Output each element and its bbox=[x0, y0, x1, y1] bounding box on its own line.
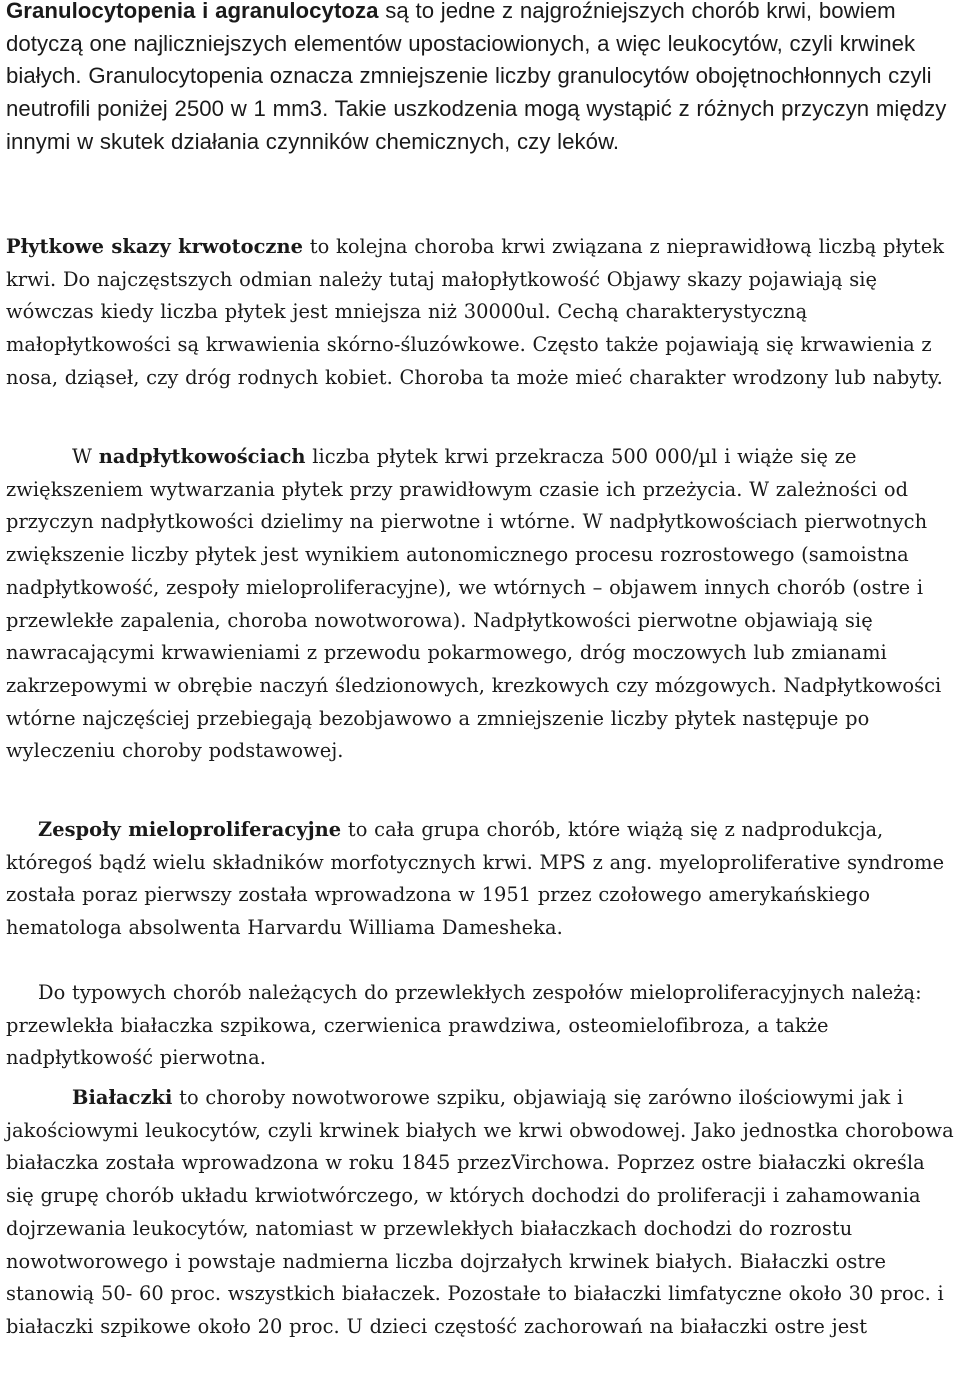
paragraph-leukemia-text: to choroby nowotworowe szpiku, objawiają się zarówno ilościowymi jak i jakościowymi leukocytów, czyli krwinek białych we krwi obwodowej. Jako jednostka chorobowa białaczka została wprowadzona w roku 1845 przezVirchowa. Poprzez ostre białaczki określa się grupę chorób układu krwiotwórczego, w których dochodzi do proliferacji i zahamowania dojrzewania leukocytów, natomiast w przewlekłych białaczkach dochodzi do rozrostu nowotworowego i powstaje nadmierna liczba dojrzałych krwinek białych. Białaczki ostre stanowią 50- 60 proc. wszystkich białaczek. Pozostałe to białaczki limfatyczne około 30 proc. i białaczki szpikowe około 20 proc. U dzieci częstość zachorowań na białaczki ostre jest bbox=[6, 1086, 954, 1338]
term-granulocytopenia: Granulocytopenia i agranulocytoza bbox=[6, 0, 379, 23]
paragraph-granulocytopenia-text: są to jedne z najgroźniejszych chorób krwi, bowiem dotyczą one najliczniejszych elementów upostaciowionych, a więc leukocytów, czyli krwinek białych. Granulocytopenia oznacza zmniejszenie liczby granulocytów obojętnochłonnych czyli neutrofili poniżej 2500 w 1 mm3. Takie uszkodzenia mogą wystąpić z różnych przyczyn między innymi w skutek działania czynników chemicznych, czy leków. bbox=[6, 0, 947, 154]
term-platelet-disorders: Płytkowe skazy krwotoczne bbox=[6, 235, 304, 258]
paragraph-thrombocytosis-text: liczba płytek krwi przekracza 500 000/µl i wiąże się ze zwiększeniem wytwarzania płytek przy prawidłowym czasie ich przeżycia. W zależności od przyczyn nadpłytkowości dzielimy na pierwotne i wtórne. W nadpłytkowościach pierwotnych zwiększenie liczby płytek jest wynikiem autonomicznego procesu rozrostowego (samoistna nadpłytkowość, zespoły mieloproliferacyjne), we wtórnych – objawem innych chorób (ostre i przewlekłe zapalenia, choroba nowotworowa). Nadpłytkowości pierwotne objawiają się nawracającymi krwawieniami z przewodu pokarmowego, dróg moczowych lub zmianami zakrzepowymi w obrębie naczyń śledzionowych, krezkowych czy mózgowych. Nadpłytkowości wtórne najczęściej przebiegają bezobjawowo a zmniejszenie liczby płytek następuje po wyleczeniu choroby podstawowej. bbox=[6, 445, 942, 763]
term-thrombocytosis: nadpłytkowościach bbox=[98, 445, 306, 468]
paragraph-myeloproliferative-text: to cała grupa chorób, które wiążą się z nadprodukcja, któregoś bądź wielu składników morfotycznych krwi. MPS z ang. myeloproliferative syndrome została poraz pierwszy została wprowadzona w 1951 przez czołowego amerykańskiego hematologa absolwenta Harvardu Williama Damesheka. bbox=[6, 818, 945, 940]
paragraph-thrombocytosis bbox=[6, 441, 958, 768]
paragraph-leukemia bbox=[6, 1082, 958, 1344]
term-leukemia: Białaczki bbox=[72, 1086, 173, 1109]
paragraph-platelet-disorders bbox=[6, 231, 958, 395]
paragraph-typical-diseases bbox=[6, 977, 958, 1075]
paragraph-granulocytopenia bbox=[6, 0, 956, 159]
paragraph-thrombocytosis-lead: W bbox=[72, 445, 99, 468]
paragraph-myeloproliferative bbox=[6, 814, 958, 945]
paragraph-typical-diseases-text: Do typowych chorób należących do przewlekłych zespołów mieloproliferacyjnych należą: przewlekła białaczka szpikowa, czerwienica prawdziwa, osteomielofibroza, a także nadpłytkowość pierwotna. bbox=[6, 981, 922, 1070]
paragraph-platelet-disorders-text: to kolejna choroba krwi związana z nieprawidłową liczbą płytek krwi. Do najczęstszych odmian należy tutaj małopłytkowość Objawy skazy pojawiają się wówczas kiedy liczba płytek jest mniejsza niż 30000ul. Cechą charakterystyczną małopłytkowości są krwawienia skórno-śluzówkowe. Często także pojawiają się krwawienia z nosa, dziąseł, czy dróg rodnych kobiet. Choroba ta może mieć charakter wrodzony lub nabyty. bbox=[6, 235, 945, 389]
term-myeloproliferative: Zespoły mieloproliferacyjne bbox=[38, 818, 342, 841]
